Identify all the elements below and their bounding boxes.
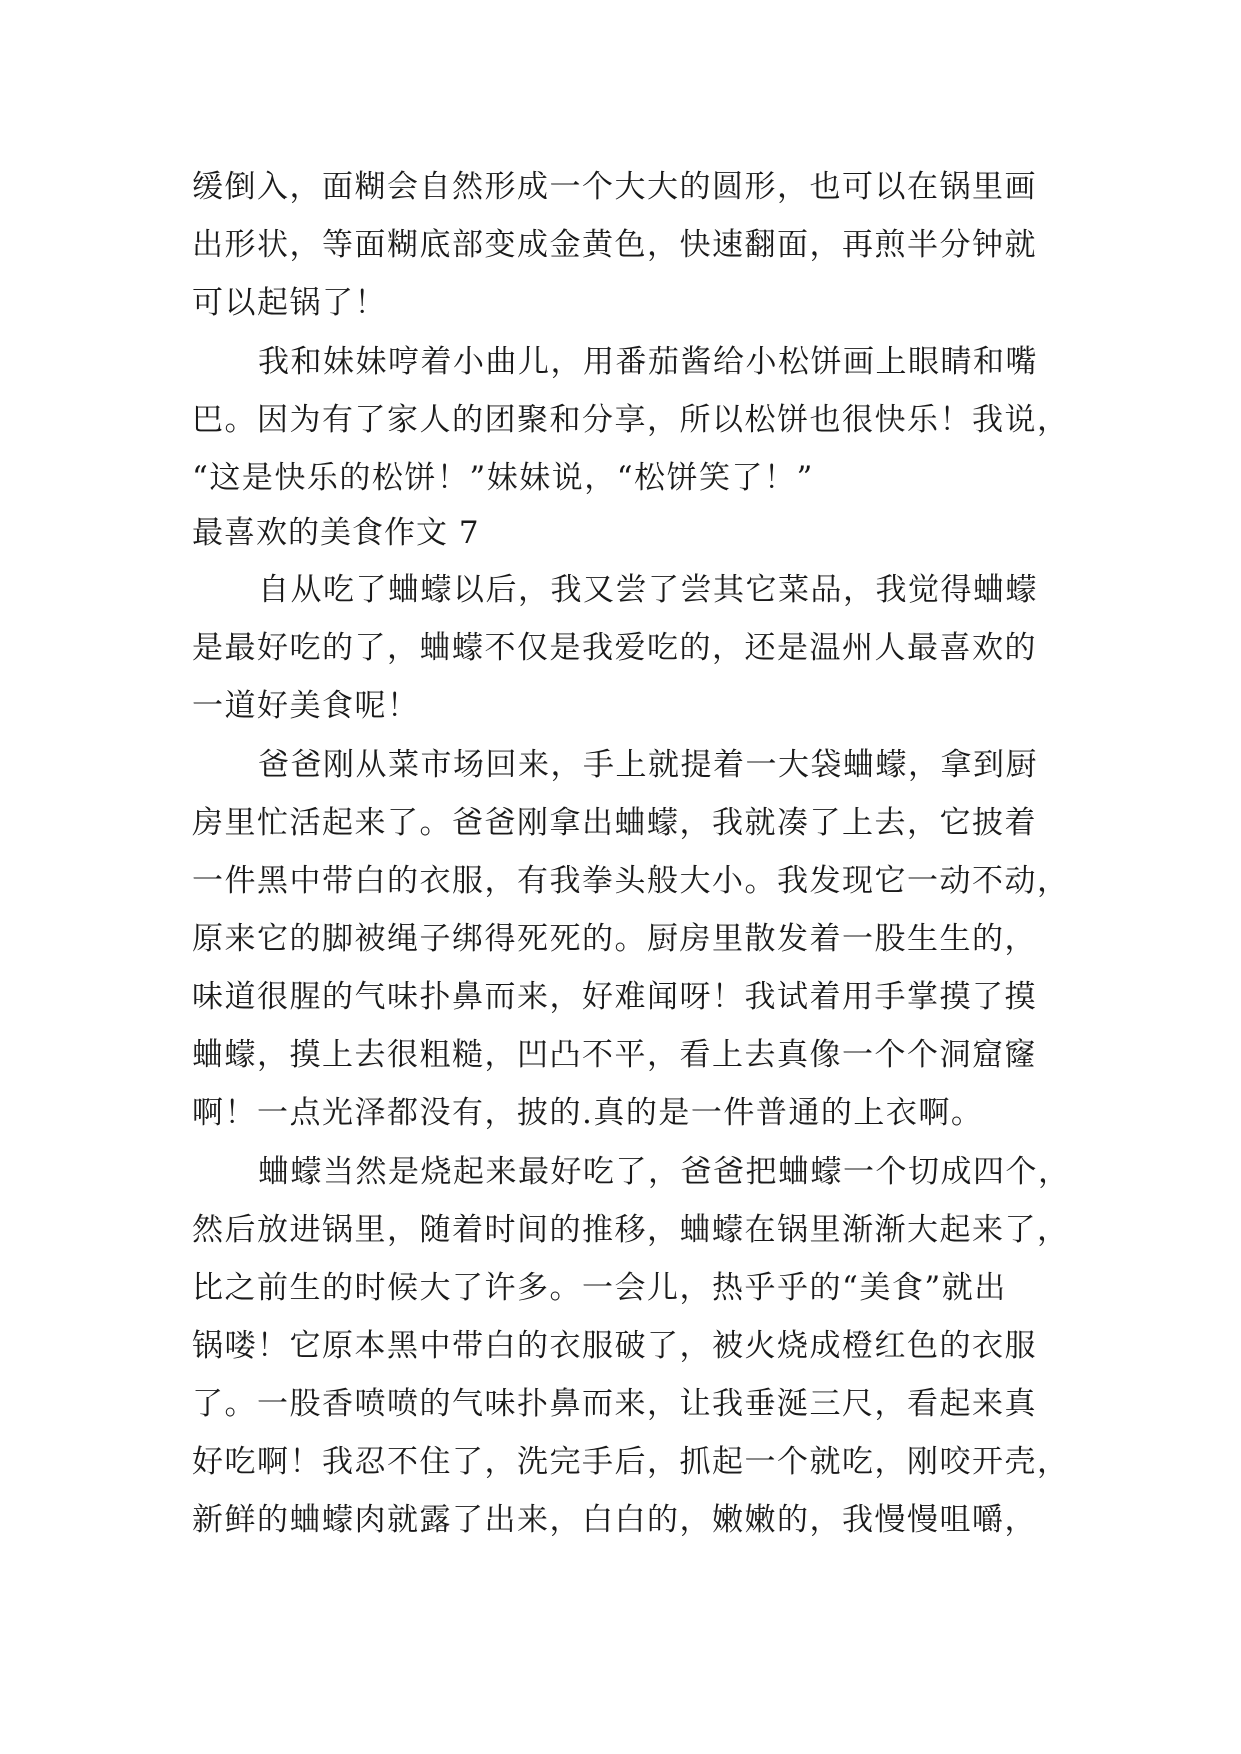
- body-text-line: 一道好美食呢！: [192, 688, 420, 724]
- body-text-line: 可以起锅了！: [192, 285, 387, 321]
- body-text-line: 然后放进锅里，随着时间的推移，蛐蠓在锅里渐渐大起来了，: [192, 1212, 1070, 1248]
- body-text-line: 房里忙活起来了。爸爸刚拿出蛐蠓，我就凑了上去，它披着: [192, 805, 1037, 841]
- body-text-line: “这是快乐的松饼！”妹妹说，“松饼笑了！”: [192, 460, 814, 496]
- section-heading: 最喜欢的美食作文 7: [192, 515, 480, 551]
- body-text-line: 是最好吃的了，蛐蠓不仅是我爱吃的，还是温州人最喜欢的: [192, 630, 1037, 666]
- body-text-line: 出形状，等面糊底部变成金黄色，快速翻面，再煎半分钟就: [192, 227, 1037, 263]
- paragraph-first-line: 蛐蠓当然是烧起来最好吃了，爸爸把蛐蠓一个切成四个，: [258, 1154, 1071, 1190]
- body-text-line: 巴。因为有了家人的团聚和分享，所以松饼也很快乐！我说，: [192, 402, 1070, 438]
- paragraph-first-line: 我和妹妹哼着小曲儿，用番茄酱给小松饼画上眼睛和嘴: [258, 344, 1038, 380]
- body-text-line: 啊！一点光泽都没有，披的.真的是一件普通的上衣啊。: [192, 1095, 984, 1131]
- body-text-line: 比之前生的时候大了许多。一会儿，热乎乎的“美食”就出: [192, 1270, 1007, 1306]
- body-text-line: 蛐蠓，摸上去很粗糙，凹凸不平，看上去真像一个个洞窟窿: [192, 1037, 1037, 1073]
- body-text-line: 好吃啊！我忍不住了，洗完手后，抓起一个就吃，刚咬开壳，: [192, 1444, 1070, 1480]
- body-text-line: 缓倒入，面糊会自然形成一个大大的圆形，也可以在锅里画: [192, 169, 1037, 205]
- body-text-line: 新鲜的蛐蠓肉就露了出来，白白的，嫩嫩的，我慢慢咀嚼，: [192, 1502, 1037, 1538]
- body-text-line: 原来它的脚被绳子绑得死死的。厨房里散发着一股生生的，: [192, 921, 1037, 957]
- body-text-line: 味道很腥的气味扑鼻而来，好难闻呀！我试着用手掌摸了摸: [192, 979, 1037, 1015]
- body-text-line: 锅喽！它原本黑中带白的衣服破了，被火烧成橙红色的衣服: [192, 1328, 1037, 1364]
- body-text-line: 一件黑中带白的衣服，有我拳头般大小。我发现它一动不动，: [192, 863, 1070, 899]
- paragraph-first-line: 爸爸刚从菜市场回来，手上就提着一大袋蛐蠓，拿到厨: [258, 747, 1038, 783]
- body-text-line: 了。一股香喷喷的气味扑鼻而来，让我垂涎三尺，看起来真: [192, 1386, 1037, 1422]
- paragraph-first-line: 自从吃了蛐蠓以后，我又尝了尝其它菜品，我觉得蛐蠓: [258, 572, 1038, 608]
